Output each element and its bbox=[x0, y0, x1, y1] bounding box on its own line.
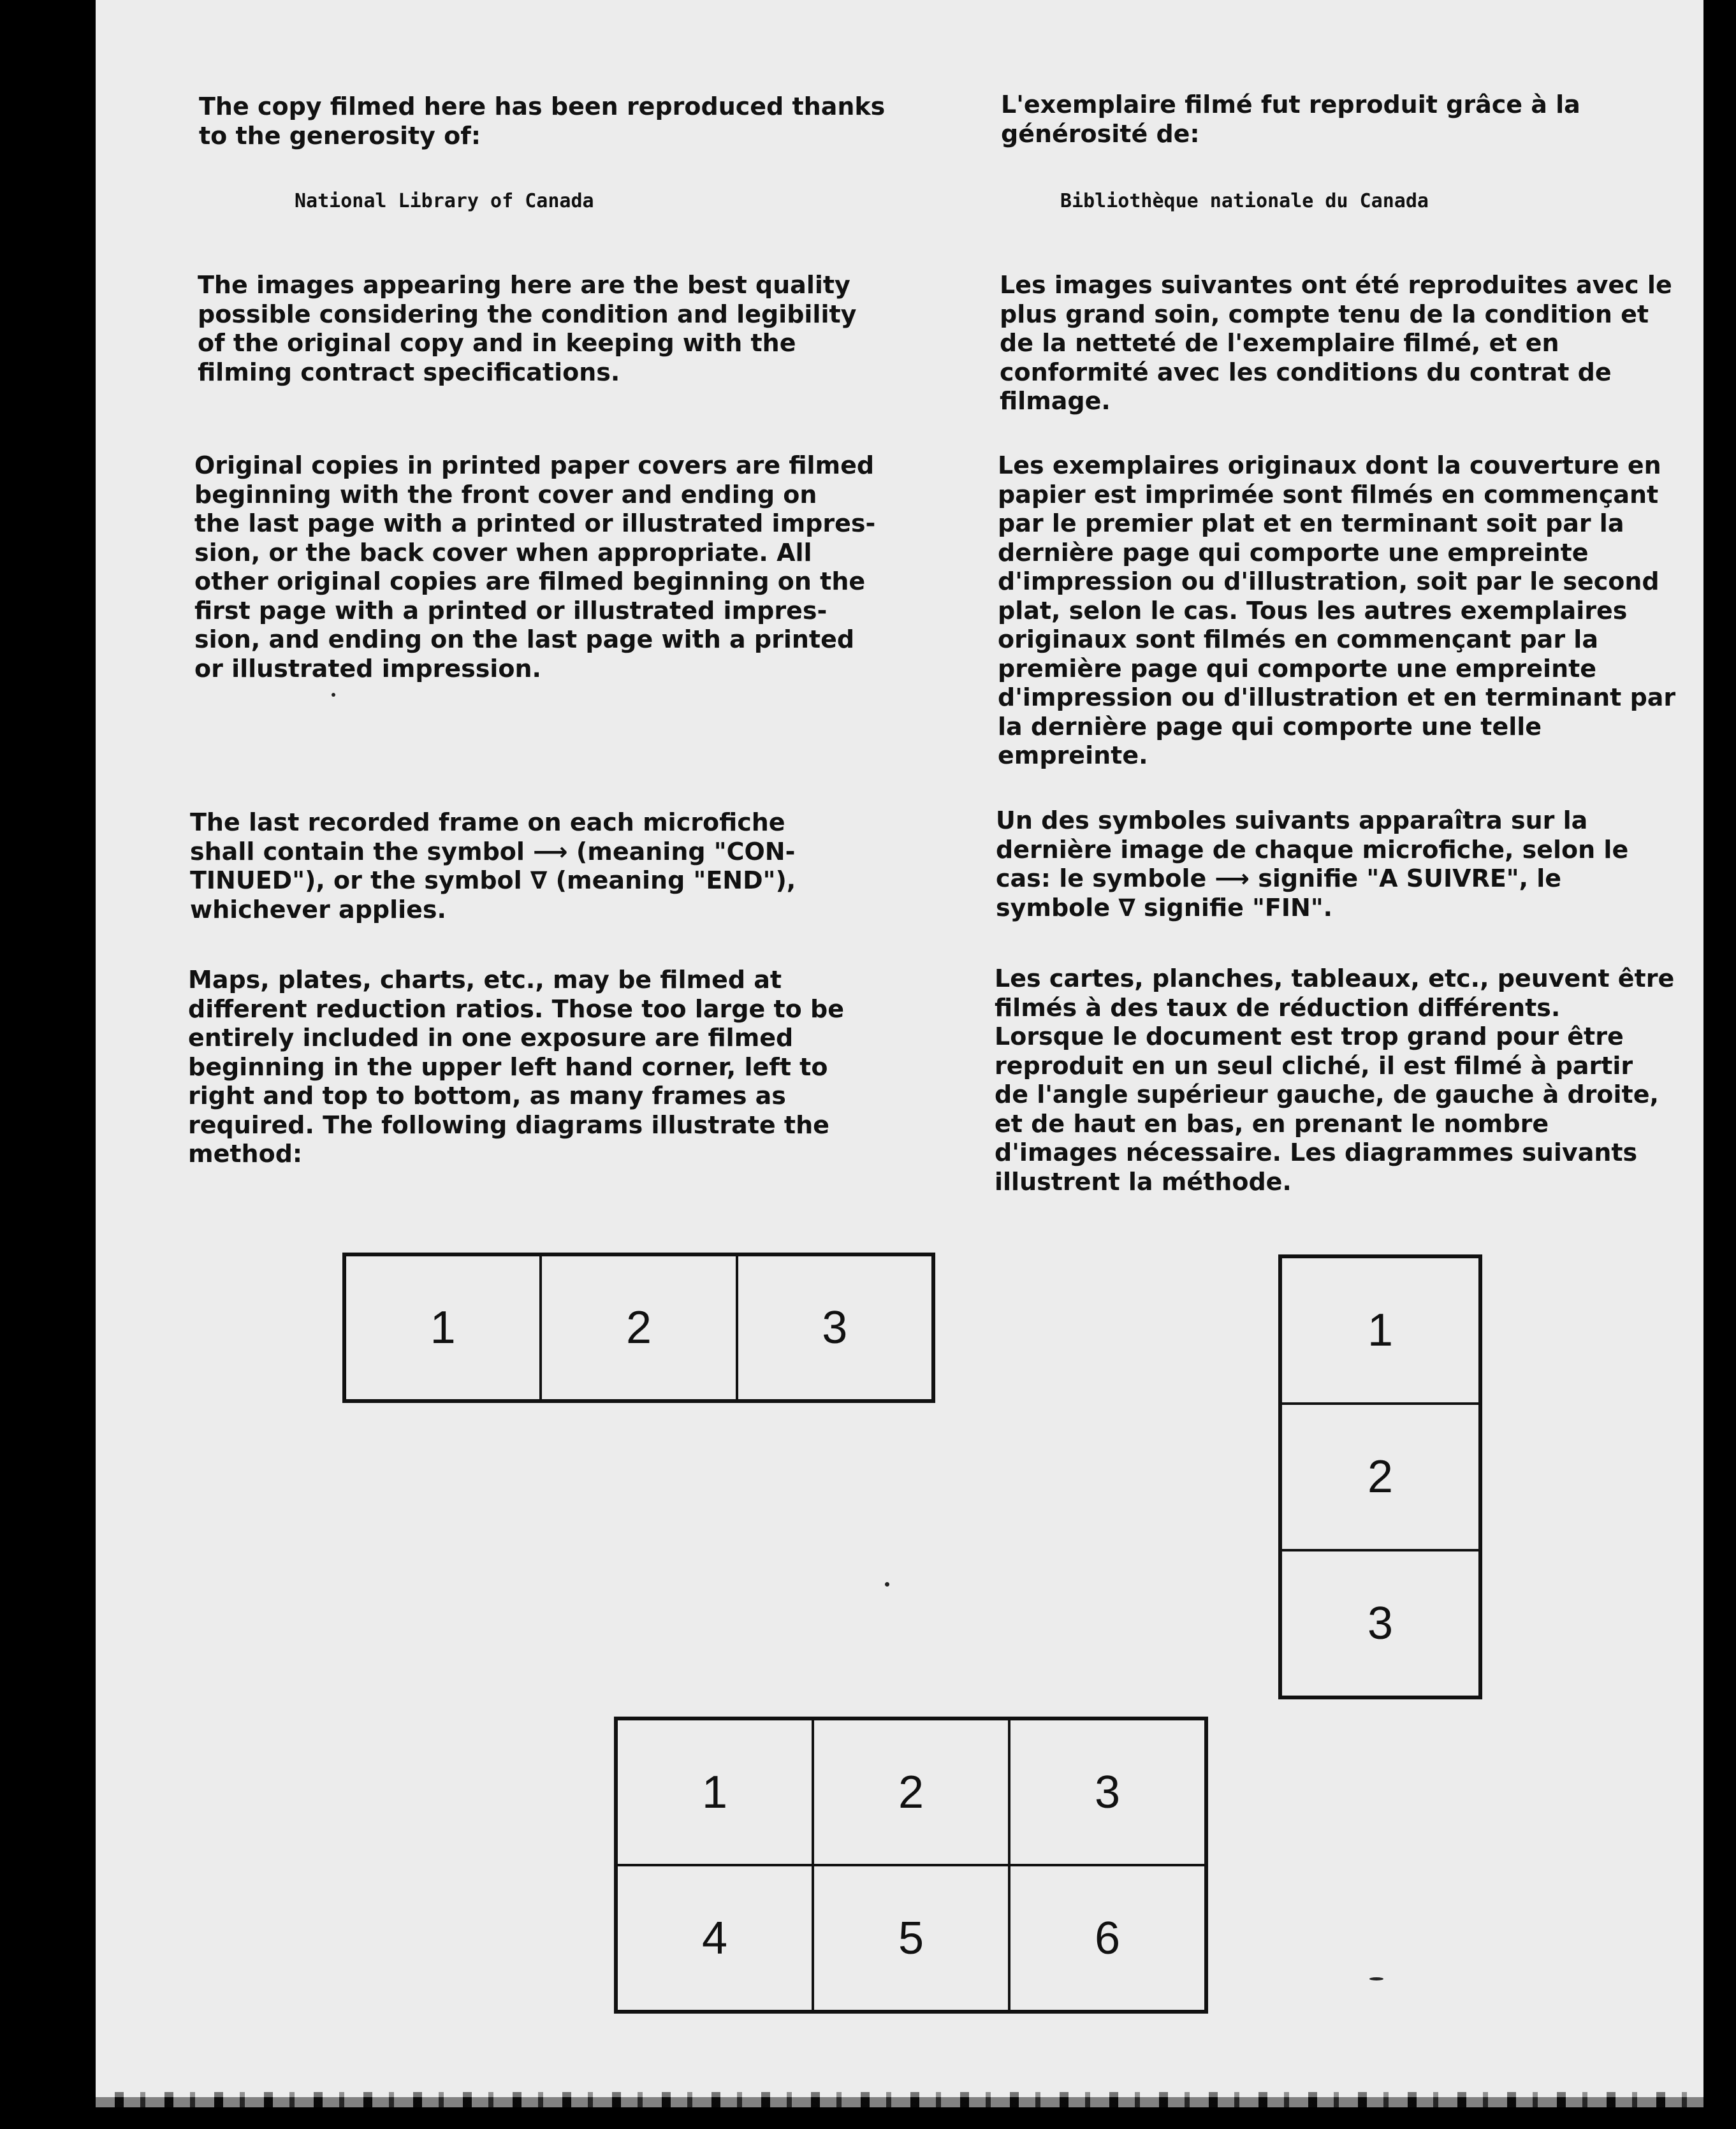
fr-symbol-text: Un des symboles suivants apparaîtra sur la dernière image de chaque microfiche, selon le cas: le symbole ⟶ signifie "A SUIVRE", le symbole ∇ signifie "FIN". bbox=[996, 806, 1629, 922]
film-edge bbox=[96, 2092, 1703, 2107]
diagram-frame: 1 bbox=[345, 1255, 541, 1400]
en-maps-text: Maps, plates, charts, etc., may be filmed at different reduction ratios. Those too large to be entirely included in one exposure are filmed beginning in the upper left hand corner, left to right and top to bottom, as many frames as required. The following diagrams illustrate the method: bbox=[188, 966, 844, 1168]
fr-library-name: Bibliothèque nationale du Canada bbox=[1060, 190, 1429, 212]
en-image-quality-text: The images appearing here are the best quality possible considering the condition and legibility of the original copy and in keeping with the filming contract specifications. bbox=[198, 271, 857, 386]
diagram-frame: 3 bbox=[737, 1255, 933, 1400]
en-symbol-text: The last recorded frame on each microfiche shall contain the symbol ⟶ (meaning "CON- TINUED"), or the symbol ∇ (meaning "END"), whichever applies. bbox=[190, 808, 796, 924]
dust-speck bbox=[1369, 1977, 1383, 1980]
fr-image-quality-text: Les images suivantes ont été reproduites avec le plus grand soin, compte tenu de la condition et de la netteté de l'exemplaire filmé, et en conformité avec les conditions du contrat de filmage. bbox=[1000, 271, 1672, 415]
en-generosity-text: The copy filmed here has been reproduced thanks to the generosity of: bbox=[199, 92, 886, 150]
diagram-frame: 1 bbox=[616, 1719, 813, 1865]
diagram-frame: 4 bbox=[616, 1865, 813, 2011]
horizontal-frames-diagram bbox=[342, 1253, 935, 1403]
diagram-frame: 6 bbox=[1009, 1865, 1206, 2011]
diagram-frame: 5 bbox=[813, 1865, 1009, 2011]
diagram-frame: 1 bbox=[1281, 1257, 1480, 1404]
diagram-frame: 2 bbox=[1281, 1404, 1480, 1550]
fr-generosity-text: L'exemplaire filmé fut reproduit grâce à la générosité de: bbox=[1001, 91, 1580, 148]
grid-frames-diagram bbox=[614, 1717, 1208, 2014]
diagram-frame: 2 bbox=[541, 1255, 736, 1400]
dust-speck bbox=[332, 693, 335, 697]
diagram-frame: 3 bbox=[1281, 1550, 1480, 1697]
vertical-frames-diagram bbox=[1278, 1254, 1482, 1699]
en-original-copies-text: Original copies in printed paper covers are filmed beginning with the front cover and ending on the last page with a printed or illustrated impres- sion, or the back cover when appropriate. All other original copies are filmed beginning on the first page with a printed or illustrated impres- sion, and ending on the last page with a printed or illustrated impression. bbox=[194, 451, 876, 683]
fr-maps-text: Les cartes, planches, tableaux, etc., peuvent être filmés à des taux de réduction différents. Lorsque le document est trop grand pour être reproduit en un seul cliché, il est filmé à partir de l'angle supérieur gauche, de gauche à droite, et de haut en bas, en prenant le nombre d'images nécessaire. Les diagrammes suivants illustrent la méthode. bbox=[995, 964, 1675, 1196]
dust-speck bbox=[885, 1582, 889, 1587]
diagram-frame: 2 bbox=[813, 1719, 1009, 1865]
diagram-frame: 3 bbox=[1009, 1719, 1206, 1865]
en-library-name: National Library of Canada bbox=[295, 190, 594, 212]
fr-original-copies-text: Les exemplaires originaux dont la couverture en papier est imprimée sont filmés en commençant par le premier plat et en terminant soit par la dernière page qui comporte une empreinte d'impression ou d'illustration, soit par le second plat, selon le cas. Tous les autres exemplaires originaux sont filmés en commençant par la première page qui comporte une empreinte d'impression ou d'illustration et en terminant par la dernière page qui comporte une telle empreinte. bbox=[998, 451, 1676, 769]
